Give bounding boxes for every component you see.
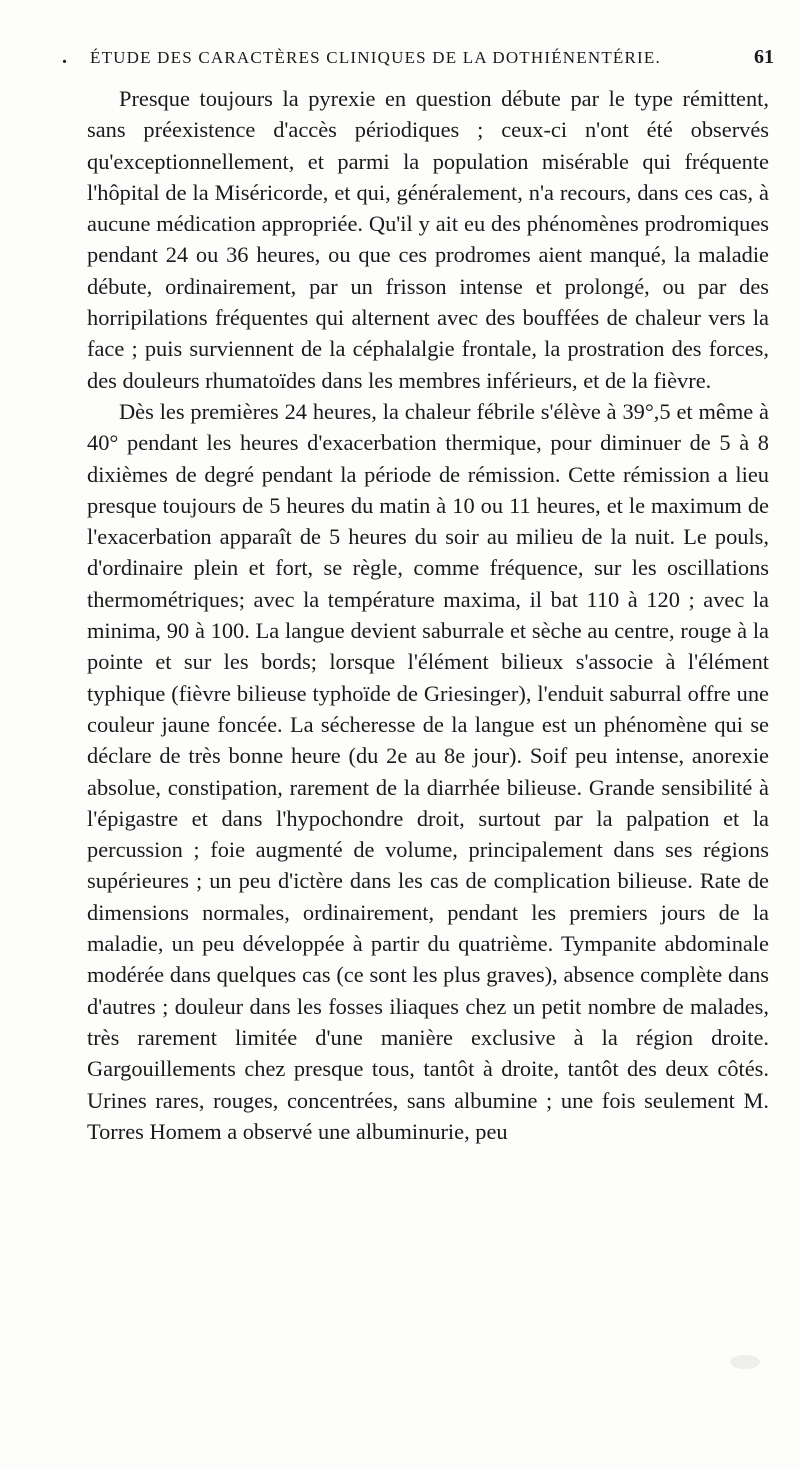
paragraph: Presque toujours la pyrexie en question débute par le type rémittent, sans préexistence d'accès périodiques ; ceux-ci n'ont été observés qu'exceptionnellement, et parmi la population misérable qui fréquente l'hôpital de la Miséricorde, et qui, généralement, n'a recours, dans ces cas, à aucune médication appropriée. Qu'il y ait eu des phénomènes prodromiques pendant 24 ou 36 heures, ou que ces prodromes aient manqué, la maladie débute, ordinairement, par un frisson intense et prolongé, ou par des horripilations fréquentes qui alternent avec des bouffées de chaleur vers la face ; puis surviennent de la céphalalgie frontale, la prostration des forces, des douleurs rhumatoïdes dans les membres inférieurs, et de la fièvre. bbox=[87, 86, 769, 393]
running-title: ÉTUDE DES CARACTÈRES CLINIQUES DE LA DOTHIÉNENTÉRIE. bbox=[90, 48, 661, 67]
page-smudge bbox=[730, 1355, 760, 1369]
page-header bbox=[62, 42, 774, 72]
body-text bbox=[87, 83, 769, 1147]
paragraph: Dès les premières 24 heures, la chaleur fébrile s'élève à 39°,5 et même à 40° pendant les heures d'exacerbation thermique, pour diminuer de 5 à 8 dixièmes de degré pendant la période de rémission. Cette rémission a lieu presque toujours de 5 heures du matin à 10 ou 11 heures, et le maximum de l'exacerbation apparaît de 5 heures du soir au milieu de la nuit. Le pouls, d'ordinaire plein et fort, se règle, comme fréquence, sur les oscillations thermométriques; avec la température maxima, il bat 110 à 120 ; avec la minima, 90 à 100. La langue devient saburrale et sèche au centre, rouge à la pointe et sur les bords; lorsque l'élément bilieux s'associe à l'élément typhique (fièvre bilieuse typhoïde de Griesinger), l'enduit saburral offre une couleur jaune foncée. La sécheresse de la langue est un phénomène qui se déclare de très bonne heure (du 2e au 8e jour). Soif peu intense, anorexie absolue, constipation, rarement de la diarrhée bilieuse. Grande sensibilité à l'épigastre et dans l'hypochondre droit, surtout par la palpation et la percussion ; foie augmenté de volume, principalement dans ses régions supérieures ; un peu d'ictère dans les cas de complication bilieuse. Rate de dimensions normales, ordinairement, pendant les premiers jours de la maladie, un peu développée à partir du quatrième. Tympanite abdominale modérée dans quelques cas (ce sont les plus graves), absence complète dans d'autres ; douleur dans les fosses iliaques chez un petit nombre de malades, très rarement limitée d'une manière exclusive à la région droite. Gargouillements chez presque tous, tantôt à droite, tantôt des deux côtés. Urines rares, rouges, concentrées, sans albumine ; une fois seulement M. Torres Homem a observé une albuminurie, peu bbox=[87, 398, 769, 1144]
header-marker: . bbox=[62, 46, 67, 68]
page-number: 61 bbox=[754, 46, 774, 68]
